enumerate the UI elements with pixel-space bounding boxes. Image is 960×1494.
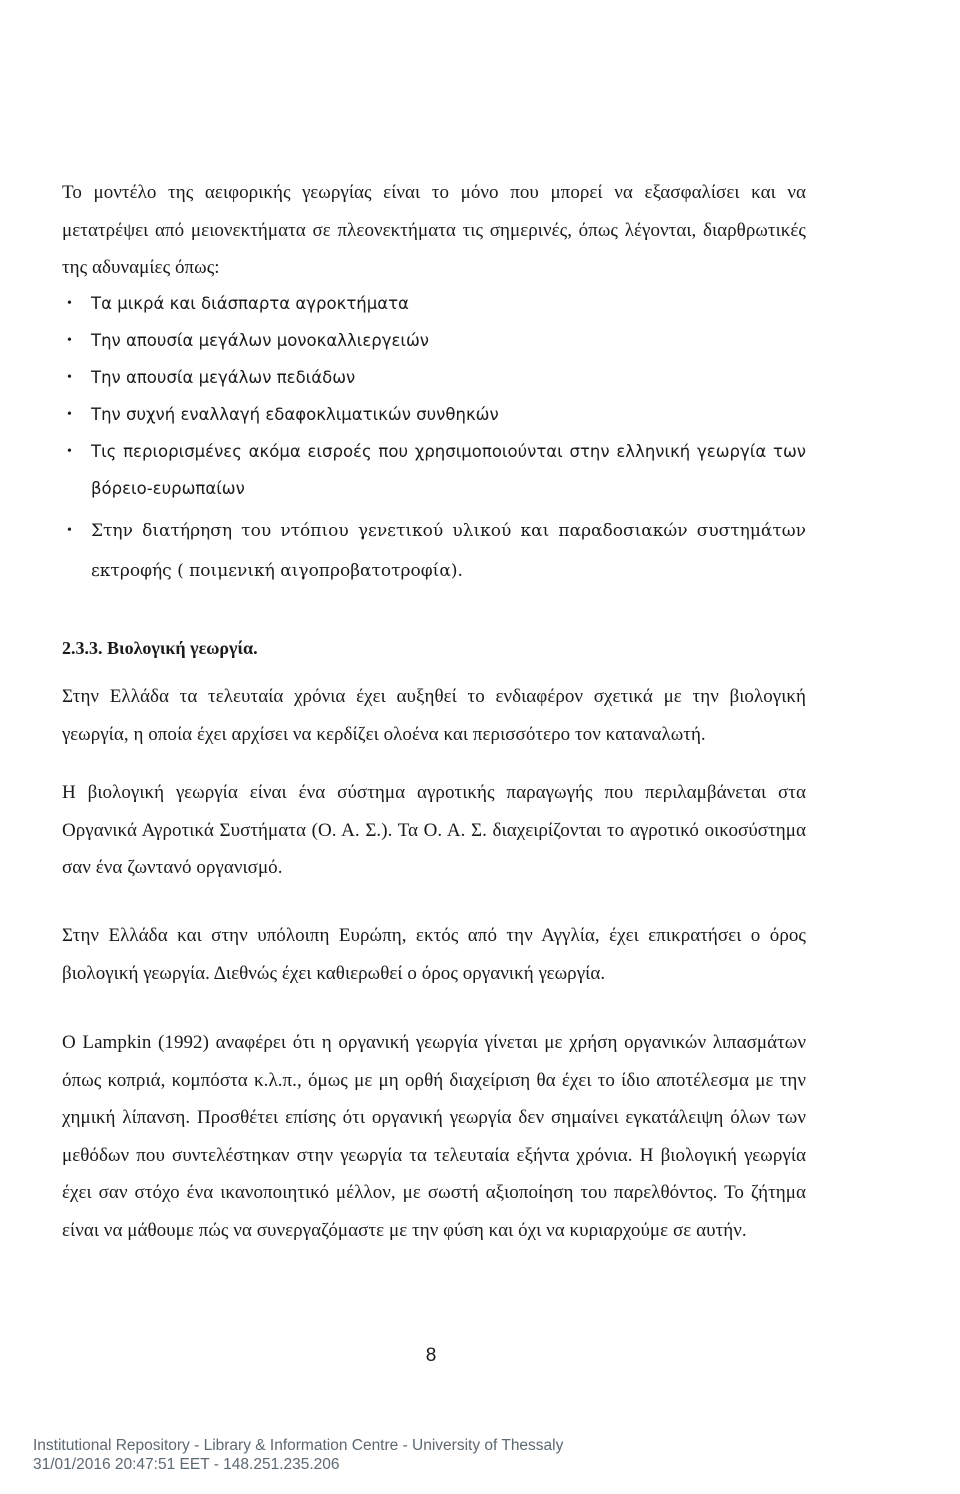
section-heading: 2.3.3. Βιολογική γεωργία. <box>62 638 258 658</box>
bullet-item <box>62 396 806 433</box>
bullet-text: Την συχνή εναλλαγή εδαφοκλιματικών συνθηκών <box>91 405 499 424</box>
bullet-icon: • <box>67 370 72 385</box>
repository-footer <box>33 1436 563 1474</box>
bullet-item <box>62 433 806 507</box>
page-number: 8 <box>425 1345 437 1366</box>
body-paragraph: Στην Ελλάδα τα τελευταία χρόνια έχει αυξηθεί το ενδιαφέρον σχετικά με την βιολογική γεωργία, η οποία έχει αρχίσει να κερδίζει ολοένα και περισσότερο τον καταναλωτή. <box>62 686 806 745</box>
body-paragraph: Στην Ελλάδα και στην υπόλοιπη Ευρώπη, εκτός από την Αγγλία, έχει επικρατήσει ο όρος βιολογική γεωργία. Διεθνώς έχει καθιερωθεί ο όρος οργανική γεωργία. <box>62 925 806 984</box>
bullet-text: Στην διατήρηση του ντόπιου γενετικού υλικού και παραδοσιακών συστημάτων εκτροφής ( ποιμενική αιγοπροβατοτροφία). <box>91 521 806 581</box>
bullet-text: Τα μικρά και διάσπαρτα αγροκτήματα <box>91 294 409 313</box>
bullet-item <box>62 285 806 322</box>
bullet-icon: • <box>67 296 72 311</box>
bullet-icon: • <box>67 333 72 348</box>
bullet-icon: • <box>67 407 72 422</box>
bullet-text: Την απουσία μεγάλων μονοκαλλιεργειών <box>91 331 430 350</box>
body-paragraph: Η βιολογική γεωργία είναι ένα σύστημα αγροτικής παραγωγής που περιλαμβάνεται στα Οργανικά Αγροτικά Συστήματα (Ο. Α. Σ.). Τα Ο. Α. Σ. διαχειρίζονται το αγροτικό οικοσύστημα σαν ένα ζωντανό οργανισμό. <box>62 782 806 878</box>
bullet-icon: • <box>67 444 72 459</box>
footer-repository-line: Institutional Repository - Library & Information Centre - University of Thessaly <box>33 1437 564 1454</box>
footer-timestamp-line: 31/01/2016 20:47:51 EET - 148.251.235.206 <box>33 1456 340 1473</box>
intro-paragraph: Το μοντέλο της αειφορικής γεωργίας είναι το μόνο που μπορεί να εξασφαλίσει και να μετατρέψει από μειονεκτήματα σε πλεονεκτήματα τις σημερινές, όπως λέγονται, διαρθρωτικές της αδυναμίες όπως: <box>62 182 806 278</box>
bullet-item <box>62 322 806 359</box>
body-paragraph: Ο Lampkin (1992) αναφέρει ότι η οργανική γεωργία γίνεται με χρήση οργανικών λιπασμάτων όπως κοπριά, κομπόστα κ.λ.π., όμως με μη ορθή διαχείριση θα έχει το ίδιο αποτέλεσμα με την χημική λίπανση. Προσθέτει επίσης ότι οργανική γεωργία δεν σημαίνει εγκατάλειψη όλων των μεθόδων που συντελέστηκαν στην γεωργία τα τελευταία εξήντα χρόνια. Η βιολογική γεωργία έχει σαν στόχο ένα ικανοποιητικό μέλλον, με σωστή αξιοποίηση του παρελθόντος. Το ζήτημα είναι να μάθουμε πώς να συνεργαζόμαστε με την φύση και όχι να κυριαρχούμε σε αυτήν. <box>62 1032 806 1241</box>
bullet-icon: • <box>67 523 72 538</box>
bullet-text: Την απουσία μεγάλων πεδιάδων <box>91 368 356 387</box>
bullet-list <box>62 285 806 591</box>
bullet-item <box>62 511 806 591</box>
bullet-text: Τις περιορισμένες ακόμα εισροές που χρησιμοποιούνται στην ελληνική γεωργία των βόρειο-ευρωπαίων <box>91 442 806 498</box>
bullet-item <box>62 359 806 396</box>
